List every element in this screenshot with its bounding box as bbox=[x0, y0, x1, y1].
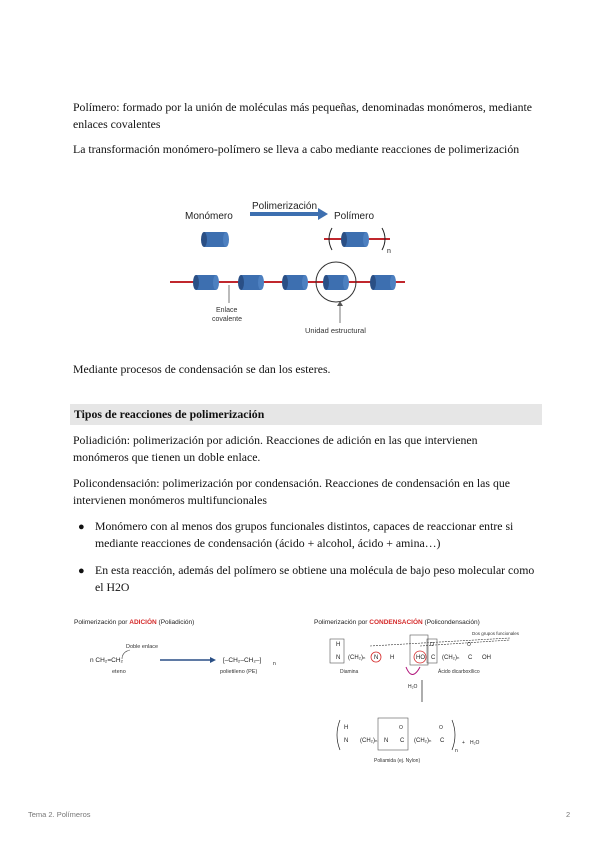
policondensacion-paragraph: Policondensación: polimerización por condensación. Reacciones de condensación en las que intervienen monómeros multifuncionales bbox=[73, 476, 510, 507]
addition-title-prefix: Polimerización por bbox=[74, 619, 130, 626]
addition-title-suffix: (Poliadición) bbox=[156, 619, 195, 626]
svg-text:Polimerización por CONDENSACIÓ bbox=[314, 617, 480, 626]
bullet-dot: ● bbox=[78, 521, 85, 533]
polymer-definition: Polímero: formado por la unión de moléculas más pequeñas, denominadas monómeros, mediante enlaces covalentes bbox=[73, 100, 532, 131]
diamine-label: Diamina bbox=[340, 669, 359, 675]
ethene-name: eteno bbox=[112, 669, 126, 675]
bullet-dot: ● bbox=[78, 565, 85, 577]
atom: (CH₂)ₙ bbox=[414, 738, 432, 744]
atom: N bbox=[336, 655, 341, 661]
svg-text:O: O bbox=[467, 642, 471, 648]
footer-document-title: Tema 2. Polímeros bbox=[28, 810, 91, 819]
water-product: H₂O bbox=[470, 740, 480, 746]
chain-monomer bbox=[193, 275, 219, 290]
condensation-title-highlight: CONDENSACIÓN bbox=[369, 619, 423, 626]
esteres-paragraph: Mediante procesos de condensación se dan los esteres. bbox=[73, 362, 331, 376]
atom: OH bbox=[482, 655, 491, 661]
bond-label-line1: Enlace bbox=[216, 307, 238, 314]
atom: (CH₂)ₙ bbox=[348, 655, 366, 661]
ethene-formula: n CH₂=CH₂ bbox=[90, 657, 124, 664]
water-label: H₂O bbox=[408, 684, 418, 690]
functional-groups-label: Dos grupos funcionales bbox=[472, 631, 520, 636]
atom: N bbox=[384, 738, 389, 744]
atom: N bbox=[344, 738, 349, 744]
reaction-arrow bbox=[160, 657, 216, 663]
svg-text:+: + bbox=[462, 740, 465, 746]
unit-label: Unidad estructural bbox=[305, 326, 366, 335]
poliadicion-paragraph: Poliadición: polimerización por adición. Reacciones de adición en las que intervienen monómeros que tienen un doble enlace. bbox=[73, 433, 478, 464]
polymer-diagram bbox=[160, 190, 420, 340]
bullet-item: Monómero con al menos dos grupos funcionales distintos, capaces de reaccionar entre si mediante reacciones de condensación (ácido + alcohol, ácido + amina…) bbox=[95, 519, 514, 550]
atom: C bbox=[468, 655, 473, 661]
addition-title-highlight: ADICIÓN bbox=[129, 619, 157, 626]
monomer-label: Monómero bbox=[185, 211, 233, 222]
polymer-label: Polímero bbox=[334, 211, 375, 222]
polyethylene-subscript: n bbox=[273, 661, 276, 667]
transformation-paragraph: La transformación monómero-polímero se lleva a cabo mediante reacciones de polimerización bbox=[73, 142, 520, 156]
atom: H bbox=[336, 642, 341, 648]
double-bond-label: Doble enlace bbox=[126, 644, 159, 650]
monomer-cylinder bbox=[201, 232, 229, 247]
atom: H bbox=[390, 655, 395, 661]
addition-diagram bbox=[70, 612, 290, 682]
atom: C bbox=[431, 655, 436, 661]
bond-label-line2: covalente bbox=[212, 316, 242, 323]
acid-label: Ácido dicarboxílico bbox=[438, 669, 480, 675]
condensation-title-suffix: (Policondensación) bbox=[422, 619, 480, 626]
condensation-diagram bbox=[310, 612, 540, 770]
chain-monomer bbox=[282, 275, 308, 290]
polyamide-label: Poliamida (ej. Nylon) bbox=[374, 758, 421, 764]
water-release-arrow bbox=[406, 667, 420, 675]
atom: H bbox=[344, 725, 349, 731]
atom: (CH₂)ₙ bbox=[360, 738, 378, 744]
svg-text:O: O bbox=[399, 725, 403, 731]
section-heading: Tipos de reacciones de polimerización bbox=[74, 407, 265, 421]
footer-page-number: 2 bbox=[566, 810, 571, 819]
bullet-item: En esta reacción, además del polímero se obtiene una molécula de bajo peso molecular como el H2O bbox=[95, 563, 535, 594]
subscript-n: n bbox=[455, 748, 458, 754]
polymer-chain-bottom bbox=[344, 725, 445, 744]
svg-text:Polimerización por ADICIÓN (Po bbox=[74, 617, 194, 626]
atom: C bbox=[440, 738, 445, 744]
polyethylene-formula: [–CH₂–CH₂–] bbox=[223, 657, 262, 664]
svg-text:O: O bbox=[439, 725, 443, 731]
polymer-repeat-unit bbox=[324, 228, 390, 250]
condensation-title-prefix: Polimerización por bbox=[314, 619, 370, 626]
atom: N bbox=[374, 655, 379, 661]
subscript-n: n bbox=[387, 248, 391, 255]
polymerization-label: Polimerización bbox=[252, 201, 318, 212]
chain-monomer bbox=[238, 275, 264, 290]
polyethylene-name: polietileno (PE) bbox=[220, 669, 258, 675]
atom: HO bbox=[416, 655, 425, 661]
svg-text:O: O bbox=[430, 642, 434, 648]
atom: (CH₂)ₙ bbox=[442, 655, 460, 661]
chain-monomer bbox=[370, 275, 396, 290]
atom: C bbox=[400, 738, 405, 744]
